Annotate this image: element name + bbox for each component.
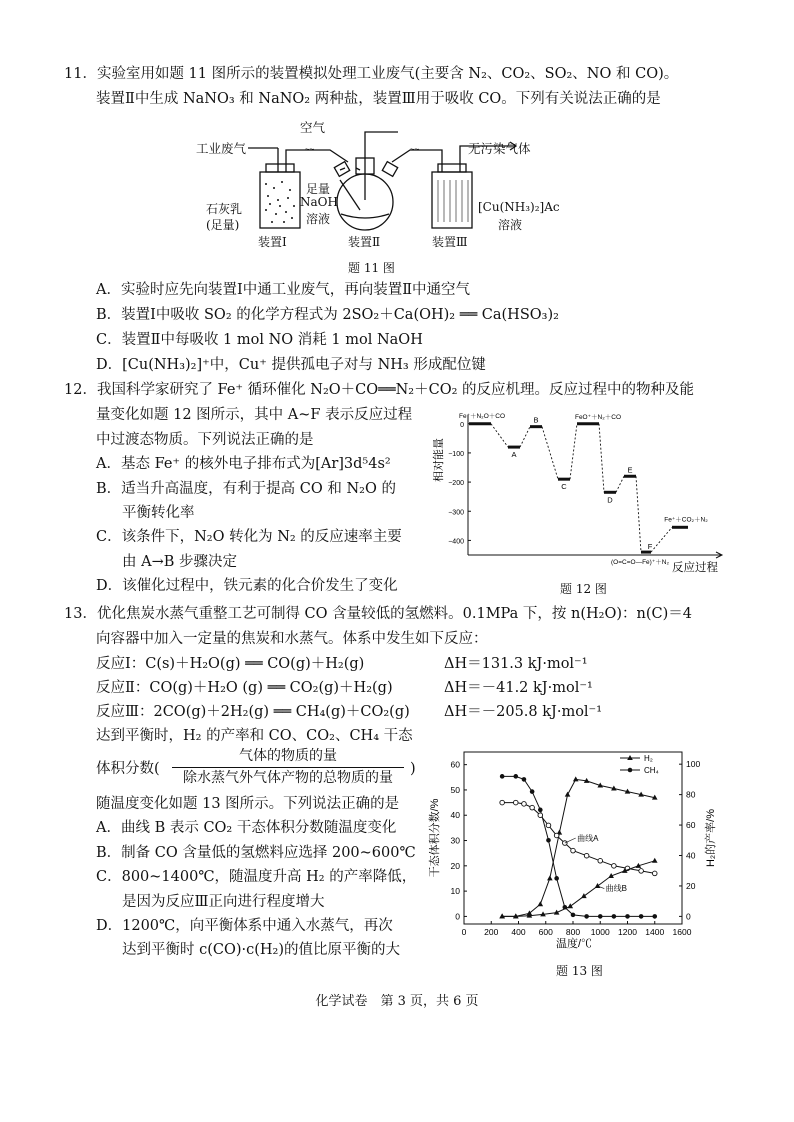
y-left-tick-label: 20	[450, 860, 460, 871]
q11-bottle1-reagent-1: 石灰乳	[206, 202, 243, 216]
q13-line-3: 随温度变化如题 13 图所示。下列说法正确的是	[96, 796, 400, 812]
q11-option-a: A．实验时应先向装置Ⅰ中通工业废气，再向装置Ⅱ中通空气	[96, 282, 471, 298]
series-point	[538, 813, 543, 818]
series-point	[571, 848, 576, 853]
q13-reaction-2: 反应Ⅱ：CO(g)＋H₂O (g) ══ CO₂(g)＋H₂(g)	[96, 680, 393, 696]
x-tick-label: 400	[511, 927, 526, 937]
q12-option-d: D．该催化过程中，铁元素的化合价发生了变化	[96, 578, 398, 594]
q13-figure-caption: 题 13 图	[556, 964, 603, 978]
energy-y-tick-label: −400	[448, 538, 464, 546]
temperature-yield-chart	[424, 738, 724, 960]
series-point	[565, 792, 571, 797]
q12-option-c-line1: C．该条件下，N₂O 转化为 N₂ 的反应速率主要	[96, 529, 402, 545]
q13-option-d-line2: 达到平衡时 c(CO)·c(H₂)的值比原平衡的大	[122, 942, 401, 958]
q13-option-b: B．制备 CO 含量低的氢燃料应选择 200~600℃	[96, 845, 416, 861]
q12-figure-caption: 题 12 图	[560, 582, 607, 596]
energy-level-label: Fe⁺＋N₂O＋CO	[458, 412, 506, 420]
energy-y-tick-label: −200	[448, 480, 464, 488]
q11-flask2-reagent-3: 溶液	[306, 212, 331, 226]
energy-y-tick-label: −300	[448, 509, 464, 517]
y-left-tick-label: 40	[450, 810, 460, 821]
q11-flask2-label: 装置Ⅱ	[348, 235, 381, 249]
series-point	[573, 776, 579, 781]
y-right-tick-label: 60	[686, 820, 696, 831]
y-right-tick-label: 20	[686, 880, 696, 891]
energy-level-label: F	[647, 542, 653, 552]
energy-level-label: E	[627, 465, 633, 475]
series-point	[538, 901, 544, 906]
q13-option-a: A．曲线 B 表示 CO₂ 干态体积分数随温度变化	[96, 820, 397, 836]
x-tick-label: 1600	[672, 927, 692, 937]
series-line	[502, 779, 655, 916]
y-left-tick-label: 10	[450, 886, 460, 897]
q13-fraction-prefix: 体积分数(	[96, 761, 160, 777]
energy-level-label: D	[607, 495, 613, 505]
series-point	[639, 914, 644, 919]
energy-level-label: A	[511, 450, 517, 460]
svg-text:~~: ~~	[305, 145, 315, 154]
energy-level-label: (O=C=O—Fe)⁺＋N₂	[611, 559, 669, 567]
series-point	[546, 838, 551, 843]
series-point	[639, 869, 644, 874]
q11-option-c: C．装置Ⅱ中每吸收 1 mol NO 消耗 1 mol NaOH	[96, 332, 423, 348]
energy-connector	[599, 424, 604, 493]
x-tick-label: 200	[484, 927, 499, 937]
plot-frame	[464, 752, 682, 924]
y-right-tick-label: 80	[686, 789, 696, 800]
curve-a-leader	[565, 838, 576, 843]
q11-bottle1-label: 装置Ⅰ	[258, 235, 287, 249]
q12-stem-line2: 量变化如题 12 图所示，其中 A~F 表示反应过程	[96, 407, 413, 423]
energy-y-tick-label: 0	[460, 421, 464, 429]
q13-fraction-suffix: )	[410, 761, 416, 777]
q13-fraction-denominator: 除水蒸气外气体产物的总物质的量	[183, 770, 393, 786]
legend-label: H₂	[644, 754, 653, 763]
q11-bottle3-label: 装置Ⅲ	[432, 235, 468, 249]
y-left-tick-label: 60	[450, 759, 460, 770]
energy-connector	[491, 424, 508, 447]
energy-x-label: 反应过程	[672, 562, 718, 574]
series-point	[628, 768, 633, 773]
series-point	[522, 802, 527, 807]
svg-text:~~: ~~	[410, 145, 420, 154]
series-point	[538, 808, 543, 813]
energy-level-label: C	[561, 482, 567, 492]
series-point	[612, 864, 617, 869]
x-tick-label: 0	[461, 927, 467, 937]
q12-option-c-line2: 由 A→B 步骤决定	[122, 554, 237, 570]
energy-level-label: B	[533, 415, 539, 425]
q13-fraction-numerator: 气体的物质的量	[239, 748, 337, 764]
energy-profile-chart	[430, 405, 730, 575]
energy-connector	[636, 476, 641, 552]
series-point	[522, 777, 527, 782]
x-tick-label: 600	[538, 927, 553, 937]
q11-flask2-reagent-2: NaOH	[300, 195, 338, 209]
series-point	[584, 853, 589, 858]
series-point	[546, 823, 551, 828]
series-point	[547, 875, 553, 880]
q13-stem-line1: 13．优化焦炭水蒸气重整工艺可制得 CO 含量较低的氢燃料。0.1MPa 下，按 n(H₂O)：n(C)＝4	[64, 606, 692, 622]
y-left-tick-label: 30	[450, 835, 460, 846]
y-left-axis-label: 干态体积分数/%	[429, 798, 441, 878]
y-left-tick-label: 0	[455, 911, 460, 922]
series-point	[598, 914, 603, 919]
x-axis-label: 温度/℃	[555, 938, 593, 950]
q11-inlet-label: 工业废气	[196, 141, 247, 156]
q11-outlet-label: 无污染气体	[468, 141, 531, 156]
series-point	[513, 774, 518, 779]
series-point	[652, 914, 657, 919]
q11-figure-caption: 题 11 图	[348, 261, 395, 275]
energy-y-label: 相对能量	[433, 438, 445, 482]
energy-connector	[570, 424, 577, 479]
q11-bottle3-reagent-2: 溶液	[498, 218, 523, 232]
series-point	[500, 800, 505, 805]
y-right-tick-label: 40	[686, 850, 696, 861]
series-point	[500, 774, 505, 779]
series-point	[567, 903, 573, 908]
q13-line-1: 达到平衡时，H₂ 的产率和 CO、CO₂、CH₄ 干态	[96, 728, 413, 744]
q11-option-b: B．装置Ⅰ中吸收 SO₂ 的化学方程式为 2SO₂＋Ca(OH)₂ ══ Ca(HSO₃)₂	[96, 307, 559, 323]
q13-reaction-3-dh: ΔH＝－205.8 kJ·mol⁻¹	[444, 704, 603, 720]
curve-a-label: 曲线A	[577, 834, 599, 843]
q11-bottle3-reagent-1: [Cu(NH₃)₂]Ac	[478, 200, 560, 214]
series-point	[513, 800, 518, 805]
q13-option-c-line1: C．800~1400℃，随温度升高 H₂ 的产率降低，	[96, 869, 417, 885]
y-right-tick-label: 100	[686, 759, 701, 770]
q13-reaction-2-dh: ΔH＝－41.2 kJ·mol⁻¹	[444, 680, 593, 696]
q11-stem-line2: 装置Ⅱ中生成 NaNO₃ 和 NaNO₂ 两种盐，装置Ⅲ用于吸收 CO。下列有关说法正确的是	[96, 91, 661, 107]
series-point	[581, 893, 587, 898]
y-right-axis-label: H₂的产率/%	[705, 808, 717, 868]
curve-b-label: 曲线B	[605, 884, 628, 894]
y-right-tick-label: 0	[686, 911, 691, 922]
x-tick-label: 1000	[590, 927, 610, 937]
q11-flask2-reagent-1: 足量	[306, 182, 331, 196]
energy-connector	[616, 476, 624, 492]
y-left-tick-label: 50	[450, 784, 460, 795]
q13-option-d-line1: D．1200℃，向平衡体系中通入水蒸气，再次	[96, 918, 393, 934]
q13-reaction-3: 反应Ⅲ：2CO(g)＋2H₂(g) ══ CH₄(g)＋CO₂(g)	[96, 704, 410, 720]
series-point	[595, 883, 601, 888]
series-point	[652, 871, 657, 876]
series-point	[612, 914, 617, 919]
legend-label: CH₄	[644, 766, 659, 775]
series-point	[530, 789, 535, 794]
energy-connector	[520, 427, 530, 447]
energy-connector	[651, 527, 672, 552]
series-point	[530, 805, 535, 810]
series-point	[584, 914, 589, 919]
q11-bottle1-reagent-2: (足量)	[206, 218, 240, 232]
q11-option-d: D．[Cu(NH₃)₂]⁺中，Cu⁺ 提供孤电子对与 NH₃ 形成配位键	[96, 357, 486, 373]
q12-option-a: A．基态 Fe⁺ 的核外电子排布式为[Ar]3d⁵4s²	[96, 456, 391, 472]
q13-stem-line2: 向容器中加入一定量的焦炭和水蒸气。体系中发生如下反应：	[96, 631, 488, 647]
x-tick-label: 1400	[645, 927, 665, 937]
series-point	[652, 858, 658, 863]
q11-air-label: 空气	[300, 120, 326, 135]
q13-fraction-bar	[172, 767, 404, 768]
q12-option-b-line2: 平衡转化率	[122, 505, 195, 521]
series-point	[554, 876, 559, 881]
series-point	[554, 833, 559, 838]
q12-option-b-line1: B．适当升高温度，有利于提高 CO 和 N₂O 的	[96, 481, 396, 497]
series-point	[598, 858, 603, 863]
q13-reaction-1-dh: ΔH＝131.3 kJ·mol⁻¹	[444, 656, 588, 672]
energy-level-label: Fe⁺＋CO₂＋N₂	[664, 516, 708, 524]
q13-fraction	[168, 747, 408, 788]
q12-stem-line3: 中过渡态物质。下列说法正确的是	[96, 432, 314, 448]
page-footer: 化学试卷 第 3 页，共 6 页	[315, 994, 479, 1009]
energy-level-label: FeO⁺＋N₂＋CO	[574, 413, 622, 421]
q13-reaction-1: 反应Ⅰ：C(s)＋H₂O(g) ══ CO(g)＋H₂(g)	[96, 656, 365, 672]
q12-stem-line1: 12．我国科学家研究了 Fe⁺ 循环催化 N₂O＋CO══N₂＋CO₂ 的反应机理。反应过程中的物种及能	[64, 382, 695, 398]
q13-option-c-line2: 是因为反应Ⅲ正向进行程度增大	[122, 894, 325, 910]
x-tick-label: 1200	[618, 927, 637, 937]
energy-y-tick-label: −100	[448, 450, 464, 458]
q11-stem-line1: 11．实验室用如题 11 图所示的装置模拟处理工业废气(主要含 N₂、CO₂、SO₂、NO 和 CO)。	[64, 66, 679, 82]
series-line	[502, 776, 655, 916]
energy-connector	[542, 427, 558, 480]
series-point	[625, 914, 630, 919]
x-tick-label: 800	[565, 927, 581, 937]
series-point	[571, 913, 576, 918]
